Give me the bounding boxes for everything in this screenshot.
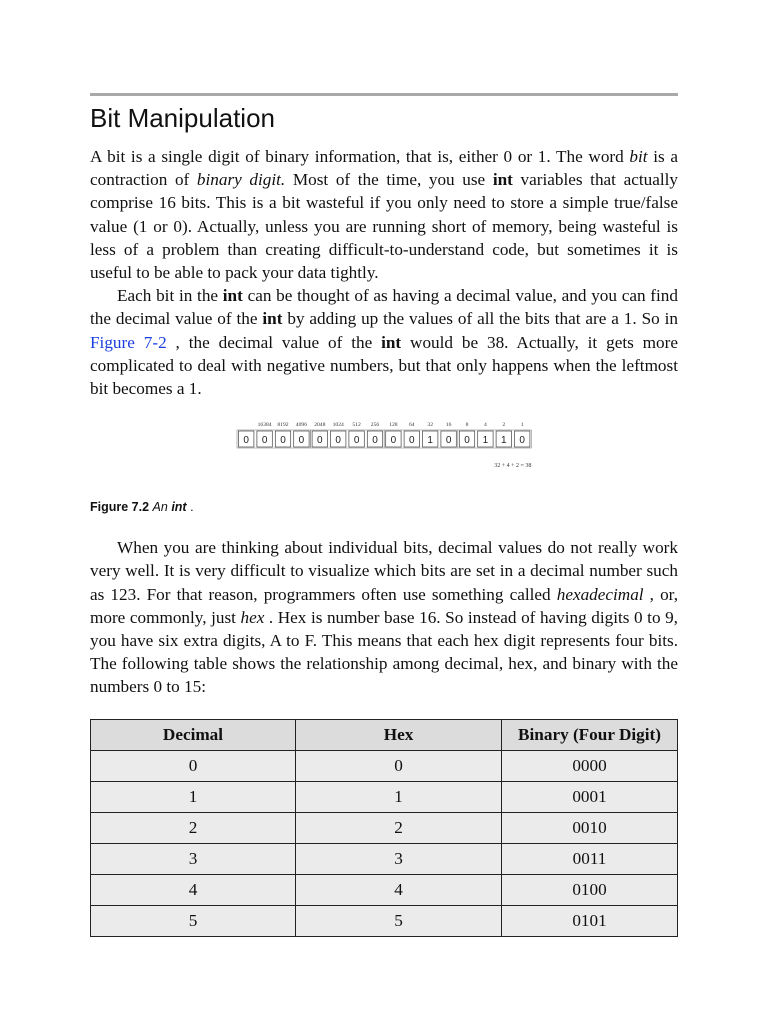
caption-an: An — [152, 500, 168, 515]
text: When you are thinking about individual bits, decimal values do not really work very well. It is very difficult to visualize which bits are set in a decimal number such as 123. For that reason, programmers often use something called — [90, 538, 678, 604]
table-row — [91, 843, 678, 874]
place-value-label: 512 — [352, 422, 361, 429]
cell-decimal: 4 — [91, 874, 296, 905]
emphasis-hex: hex — [240, 607, 265, 627]
cell-decimal: 1 — [91, 781, 296, 812]
place-value-label: 16 — [445, 422, 452, 429]
place-value-label: 256 — [370, 422, 380, 429]
bit-sum-label: 32 + 4 + 2 = 38 — [494, 463, 532, 470]
keyword-int: int — [492, 170, 513, 190]
place-value-label: 16384 — [257, 422, 272, 429]
place-value-label: 4096 — [295, 422, 307, 429]
bit-value: 0 — [298, 435, 305, 447]
place-value-label: 1 — [520, 422, 524, 429]
hex-table — [90, 719, 678, 937]
cell-hex: 3 — [296, 843, 502, 874]
cell-binary: 0101 — [502, 905, 678, 936]
text: A bit is a single digit of binary information, that is, either 0 or 1. The word — [90, 147, 630, 166]
cell-hex: 4 — [296, 874, 502, 905]
header-binary: Binary (Four Digit) — [502, 719, 678, 750]
cell-binary: 0000 — [502, 750, 678, 781]
bit-value: 0 — [390, 435, 397, 447]
place-value-label: 64 — [409, 422, 415, 429]
text: by adding up the values of all the bits that are a 1. So in — [282, 309, 678, 329]
bit-value: 0 — [261, 435, 268, 447]
cell-binary: 0001 — [502, 781, 678, 812]
paragraph-1 — [90, 145, 678, 284]
header-hex: Hex — [296, 719, 502, 750]
table-row — [91, 750, 678, 781]
place-value-label: 8192 — [277, 422, 289, 429]
place-value-label: 32 — [427, 422, 433, 429]
caption-int: int — [171, 500, 187, 515]
emphasis-binary-digit: binary digit. — [196, 170, 286, 190]
text: is a contraction of — [90, 147, 678, 190]
place-value-label: 2048 — [314, 422, 326, 429]
place-value-label: 4 — [484, 422, 487, 429]
text: , or, more commonly, just — [90, 584, 679, 627]
figure-int-bits — [90, 416, 678, 494]
table-header-row — [91, 719, 678, 750]
caption-end: . — [190, 500, 194, 515]
table-row — [91, 781, 678, 812]
table-row — [91, 812, 678, 843]
bit-value: 0 — [317, 435, 323, 447]
cell-hex: 2 — [296, 812, 502, 843]
cell-binary: 0011 — [502, 843, 678, 874]
cell-binary: 0010 — [502, 812, 678, 843]
bit-value: 1 — [501, 435, 507, 447]
bit-value: 1 — [482, 435, 489, 447]
keyword-int: int — [222, 286, 243, 306]
text: variables that actually comprise 16 bits. This is a bit wasteful if you only need to store a simple true/false value (1 or 0). Actually, unless you are running short of memory, being wasteful is less of a problem than creating difficult-to-understand code, but sometimes it is useful to be able to pack your data tightly. — [90, 170, 678, 283]
text: would be 38. Actually, it gets more complicated to deal with negative numbers, but that only happens when the leftmost bit becomes a 1. — [90, 332, 678, 399]
text: Each bit in the — [117, 286, 223, 306]
place-value-label: 8 — [465, 422, 469, 429]
page-content — [90, 93, 678, 937]
caption-label: Figure 7.2 — [90, 500, 150, 515]
cell-decimal: 0 — [91, 750, 296, 781]
figure-caption — [90, 498, 678, 516]
text: , the decimal value of the — [166, 332, 382, 352]
cell-hex: 0 — [296, 750, 502, 781]
paragraph-3 — [90, 536, 678, 698]
bit-value: 0 — [280, 435, 286, 447]
top-rule — [90, 93, 678, 96]
cell-decimal: 5 — [91, 905, 296, 936]
place-value-label: 2 — [502, 422, 506, 429]
bit-value: 0 — [243, 435, 249, 447]
table-row — [91, 905, 678, 936]
bit-diagram — [90, 416, 678, 494]
bit-value: 0 — [445, 435, 452, 447]
bit-value: 0 — [353, 435, 360, 447]
emphasis-bit: bit — [629, 147, 648, 166]
section-title: Bit Manipulation — [90, 103, 275, 133]
bit-value: 0 — [409, 435, 415, 447]
bit-value: 0 — [464, 435, 470, 447]
bit-value: 0 — [372, 435, 378, 447]
emphasis-hexadecimal: hexadecimal — [556, 584, 644, 604]
keyword-int: int — [381, 332, 402, 352]
figure-link[interactable]: Figure 7-2 — [90, 332, 167, 352]
header-decimal: Decimal — [91, 719, 296, 750]
keyword-int: int — [262, 309, 283, 329]
table-row — [91, 874, 678, 905]
text: Most of the time, you use — [285, 170, 493, 190]
cell-hex: 1 — [296, 781, 502, 812]
cell-hex: 5 — [296, 905, 502, 936]
place-value-label: 128 — [389, 422, 398, 429]
cell-decimal: 2 — [91, 812, 296, 843]
bit-value: 0 — [519, 435, 525, 447]
place-value-label: 1024 — [332, 422, 344, 429]
cell-decimal: 3 — [91, 843, 296, 874]
paragraph-2 — [90, 284, 678, 400]
bit-value: 1 — [427, 435, 433, 447]
bit-value: 0 — [335, 435, 341, 447]
text: can be thought of as having a decimal value, and you can find the decimal value of the — [90, 286, 678, 329]
cell-binary: 0100 — [502, 874, 678, 905]
text: . Hex is number base 16. So instead of having digits 0 to 9, you have six extra digits, A to F. This means that each hex digit represents four bits. The following table shows the relationship among decimal, hex, and binary with the numbers 0 to 15: — [90, 607, 678, 697]
